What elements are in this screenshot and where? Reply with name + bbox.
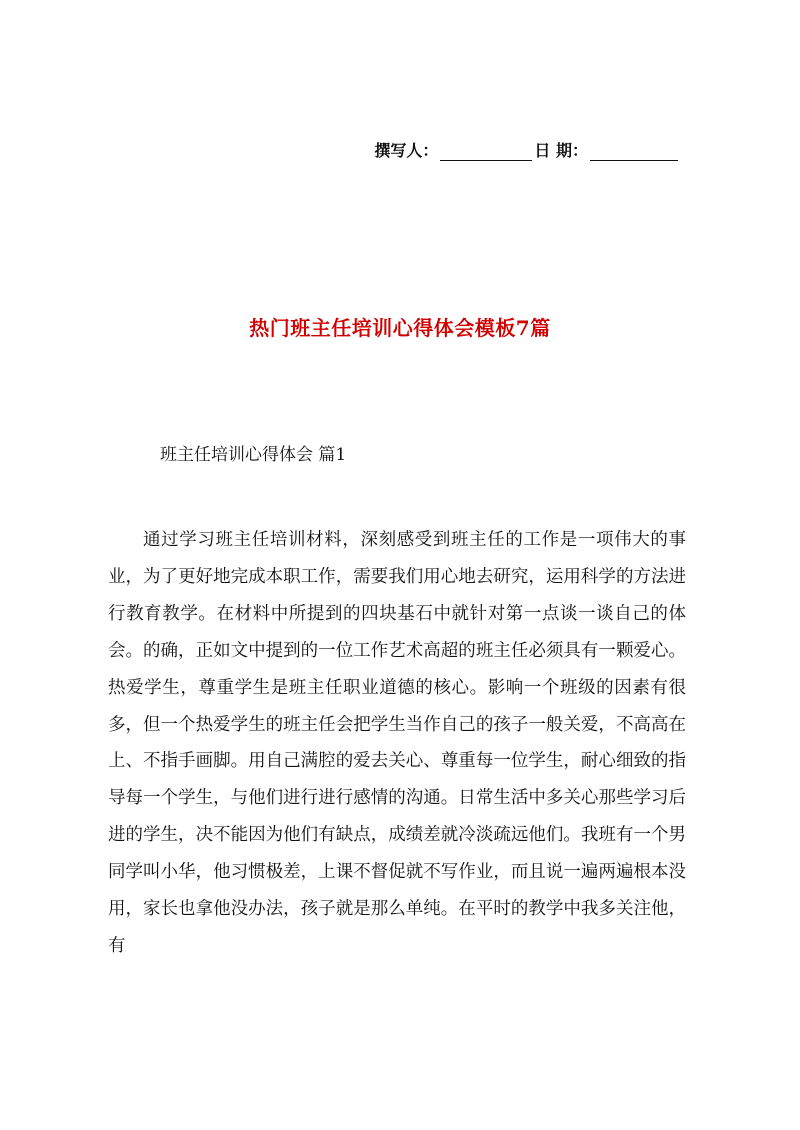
body-paragraph: 通过学习班主任培训材料，深刻感受到班主任的工作是一项伟大的事业，为了更好地完成本职工作，需要我们用心地去研究，运用科学的方法进行教育教学。在材料中所提到的四块基石中就针对第一点谈一谈自己的体会。的确，正如文中提到的一位工作艺术高超的班主任必须具有一颗爱心。热爱学生，尊重学生是班主任职业道德的核心。影响一个班级的因素有很多，但一个热爱学生的班主任会把学生当作自己的孩子一般关爱，不高高在上、不指手画脚。用自己满腔的爱去关心、尊重每一位学生，耐心细致的指导每一个学生，与他们进行进行感情的沟通。日常生活中多关心那些学习后进的学生，决不能因为他们有缺点，成绩差就冷淡疏远他们。我班有一个男同学叫小华，他习惯极差，上课不督促就不写作业，而且说一遍两遍根本没用，家长也拿他没办法，孩子就是那么单纯。在平时的教学中我多关注他，有 — [108, 530, 686, 956]
author-label: 撰写人： — [374, 141, 439, 160]
section-heading: 班主任培训心得体会 篇1 — [160, 445, 347, 465]
document-title: 热门班主任培训心得体会模板7篇 — [249, 316, 551, 340]
date-label: 日 期： — [534, 141, 588, 160]
author-blank — [440, 144, 532, 161]
date-blank — [590, 144, 678, 161]
header-signature-line — [374, 138, 680, 161]
